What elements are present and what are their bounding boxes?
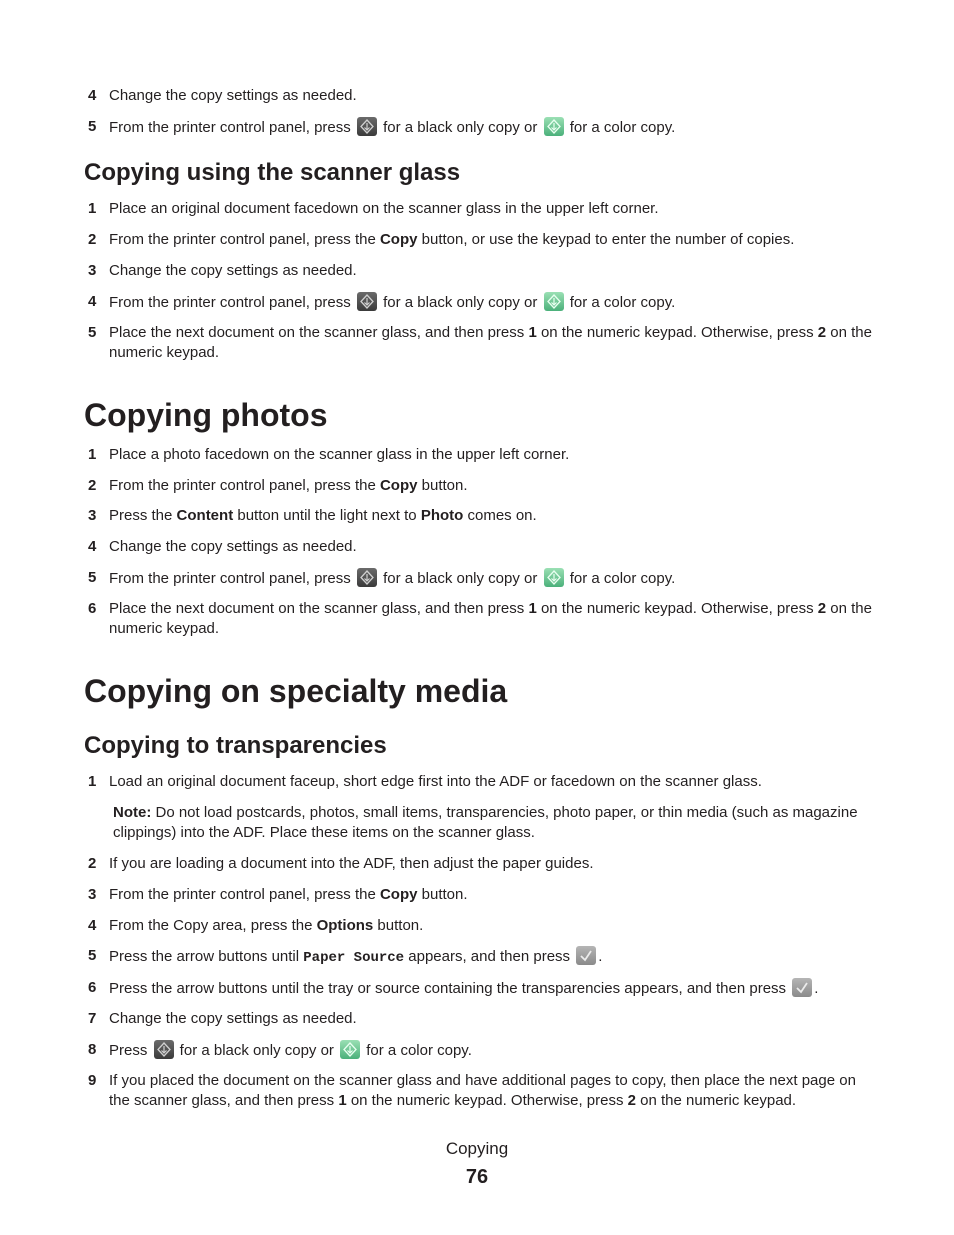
start-color-icon: [544, 292, 564, 311]
step-item: 2 From the printer control panel, press the Copy button, or use the keypad to enter the number of copies.: [88, 231, 795, 248]
section-heading: Copying to transparencies: [84, 732, 387, 759]
chapter-heading: Copying photos: [84, 397, 328, 433]
start-color-icon: [544, 117, 564, 136]
step-item: 3 Change the copy settings as needed.: [88, 262, 357, 279]
note: Note: Do not load postcards, photos, small items, transparencies, photo paper, or thin media (such as magazine clippings) into the ADF. Place these items on the scanner glass.: [113, 804, 858, 841]
start-black-icon: [357, 292, 377, 311]
page-number: 76: [465, 1166, 489, 1188]
step-item: 8 Press for a black only copy or for a color copy.: [88, 1041, 472, 1059]
step-item: 5 From the printer control panel, press for a black only copy or for a color copy.: [88, 118, 676, 136]
chapter-heading: Copying on specialty media: [84, 673, 508, 709]
step-item: 2 If you are loading a document into the ADF, then adjust the paper guides.: [88, 855, 594, 872]
start-black-icon: [357, 117, 377, 136]
step-item: 7 Change the copy settings as needed.: [88, 1010, 357, 1027]
start-black-icon: [357, 568, 377, 587]
step-item: 5 Place the next document on the scanner glass, and then press 1 on the numeric keypad. Otherwise, press 2 on the numeric keypad.: [88, 324, 872, 361]
start-color-icon: [340, 1040, 360, 1059]
step-item: 4 Change the copy settings as needed.: [88, 538, 357, 555]
step-item: 1 Place a photo facedown on the scanner glass in the upper left corner.: [88, 446, 570, 463]
checkmark-select-icon: [792, 978, 812, 997]
menu-value: Paper Source: [303, 950, 405, 966]
step-item: 2 From the printer control panel, press the Copy button.: [88, 477, 468, 494]
step-item: 3 From the printer control panel, press the Copy button.: [88, 886, 468, 903]
checkmark-select-icon: [576, 946, 596, 965]
step-item: 5 Press the arrow buttons until Paper Source appears, and then press .: [88, 947, 603, 966]
start-black-icon: [154, 1040, 174, 1059]
step-item: 9 If you placed the document on the scanner glass and have additional pages to copy, then place the next page on the scanner glass, and then press 1 on the numeric keypad. Otherwise, press 2 on the numeric keypad.: [88, 1072, 856, 1109]
step-item: 1 Load an original document faceup, short edge first into the ADF or facedown on the scanner glass.: [88, 773, 762, 790]
step-item: 3 Press the Content button until the light next to Photo comes on.: [88, 507, 537, 524]
section-heading: Copying using the scanner glass: [84, 159, 461, 186]
step-item: 5 From the printer control panel, press for a black only copy or for a color copy.: [88, 569, 676, 587]
step-item: 6 Press the arrow buttons until the tray or source containing the transparencies appears, and then press .: [88, 979, 819, 997]
step-item: 4 Change the copy settings as needed.: [88, 87, 357, 104]
start-color-icon: [544, 568, 564, 587]
footer-section-name: Copying: [445, 1139, 509, 1158]
step-item: 4 From the Copy area, press the Options button.: [88, 917, 424, 934]
step-item: 4 From the printer control panel, press for a black only copy or for a color copy.: [88, 293, 676, 311]
step-item: 1 Place an original document facedown on the scanner glass in the upper left corner.: [88, 200, 659, 217]
step-item: 6 Place the next document on the scanner glass, and then press 1 on the numeric keypad. Otherwise, press 2 on the numeric keypad.: [88, 600, 872, 637]
